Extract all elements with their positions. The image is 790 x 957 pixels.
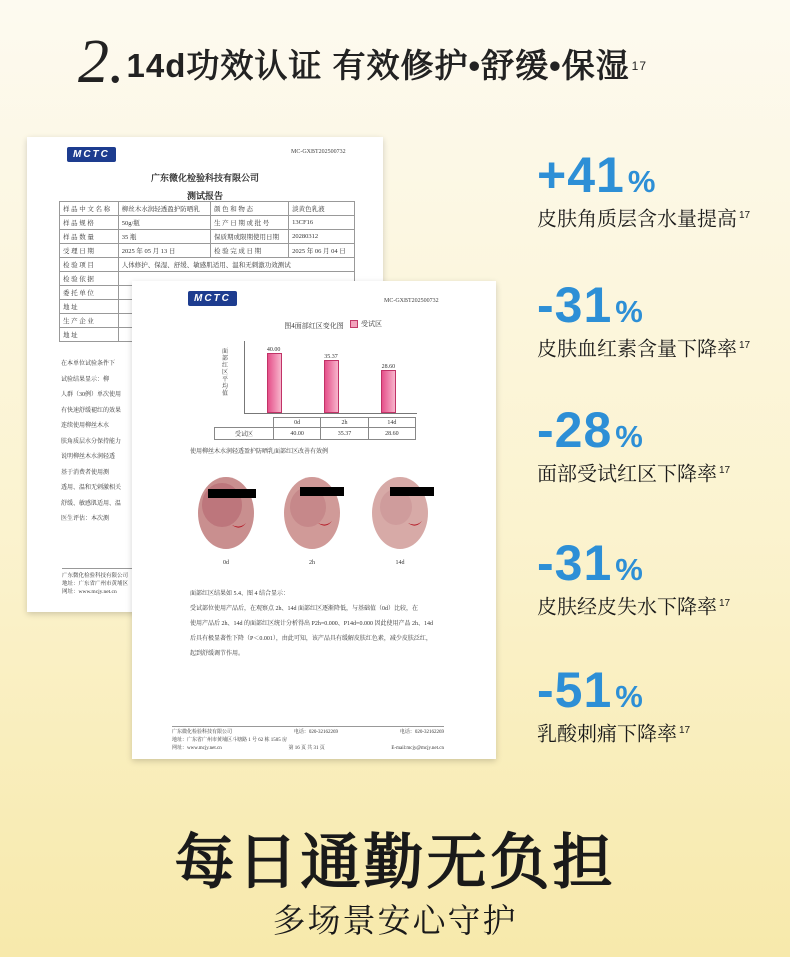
table-cell <box>215 418 274 428</box>
table-cell: 样 品 规 格 <box>60 216 119 230</box>
lab-logo: MCTC <box>188 291 237 306</box>
table-cell: 地 址 <box>60 300 119 314</box>
bar-value-label: 28.60 <box>381 363 396 370</box>
stat-value: -31 <box>537 277 613 333</box>
table-row <box>60 202 355 216</box>
bottom-subline: 多场景安心守护 <box>272 902 518 939</box>
stat-unit: % <box>615 294 643 329</box>
text-line: 后具有极显著性下降（P＜0.001），由此可知，该产品具有缓解皮肤红色素，减少皮肤泛红， <box>190 636 432 642</box>
text-line: 使用产品后 2h、14d 的面部红区统计分析得出 P2h=0.000、P14d=0.000 因此使用产品 2h、14d <box>190 621 433 627</box>
table-cell: 样 品 中 文 名 称 <box>60 202 119 216</box>
stat-label: 皮肤经皮失水下降率 <box>537 596 717 619</box>
footer-row <box>172 745 444 753</box>
footer-line: 电话：020-32162269 <box>293 730 338 735</box>
table-cell: 检 验 项 目 <box>60 258 119 272</box>
section-title-text <box>127 46 648 86</box>
section-title <box>78 22 647 96</box>
chart-data-table <box>214 417 416 440</box>
stat-value: -51 <box>537 662 613 718</box>
face-caption: 14d <box>395 560 405 566</box>
text-line: 在本单位试验条件下 <box>61 361 116 367</box>
table-row <box>60 258 355 272</box>
report-footer <box>172 726 444 753</box>
bottom-headline: 每日通勤无负担 <box>174 829 616 896</box>
table-row <box>60 216 355 230</box>
lab-company-name: 广东微化检验科技有限公司 <box>150 173 259 183</box>
chart-note: 使用柳丝木水润轻透盈护防晒乳面部红区改善有效例 <box>190 449 329 455</box>
stat-hydration <box>537 147 751 232</box>
face-caption: 0d <box>223 560 229 566</box>
stat-hemoglobin <box>537 277 751 362</box>
stat-footnote: 17 <box>739 340 751 351</box>
text-line: 人群（30例）单次使用 <box>61 392 122 398</box>
table-cell: 保质期或限期使用日期 <box>211 230 289 244</box>
table-row <box>215 428 416 440</box>
table-row <box>60 244 355 258</box>
stat-stinging <box>537 662 691 747</box>
text-line: 基于消费者使用测 <box>61 469 110 476</box>
stat-unit: % <box>627 164 656 199</box>
text-line: 有快速舒缓褪红的效果 <box>61 407 122 414</box>
bar-value-label: 35.37 <box>324 354 338 361</box>
report-title: 测试报告 <box>186 191 223 201</box>
report-number: MC-GXBT202500732 <box>384 298 439 304</box>
title-text: 14d功效认证 有效修护•舒缓•保湿 <box>126 47 630 84</box>
footer-line: 广东微化检验科技有限公司 <box>62 573 129 579</box>
text-line: 起到舒缓调节作用。 <box>190 651 245 657</box>
table-cell: 40.00 <box>273 428 320 440</box>
chart-legend <box>350 319 382 329</box>
table-cell: 2025 年 05 月 13 日 <box>118 244 210 258</box>
table-cell: 生 产 日 期 或 批 号 <box>211 216 289 230</box>
face-photo-0d <box>192 471 260 551</box>
table-cell: 2025 年 06 月 04 日 <box>289 244 355 258</box>
text-line: 透用、温和无刺激相关 <box>61 485 122 491</box>
face-caption: 2h <box>309 560 315 566</box>
table-row <box>215 418 416 428</box>
table-cell: 受 理 日 期 <box>60 244 119 258</box>
footer-line: 电话：020-32162269 <box>399 730 444 735</box>
stat-unit: % <box>615 419 643 454</box>
table-cell: 淡黄色乳液 <box>289 202 355 216</box>
bar-value-label: 40.00 <box>266 347 281 354</box>
footer-line: 网址：www.mcjy.net.cn <box>172 746 222 751</box>
lab-logo: MCTC <box>67 147 116 162</box>
result-paragraph <box>190 587 442 662</box>
report-number: MC-GXBT202500732 <box>291 149 346 155</box>
bar-chart <box>244 341 417 414</box>
table-cell: 28.60 <box>368 428 415 440</box>
footer-line: 地址：广东省广州市黄埔区斗塘路 1 号 62 栋 1505 房 <box>172 738 288 743</box>
text-line: 肤角质层水分保持能力 <box>61 438 122 445</box>
stat-footnote: 17 <box>719 598 731 609</box>
table-cell: 委 托 单 位 <box>60 286 119 300</box>
text-line: 受试部位使用产品后，在观察点 2h、14d 面部红区逐渐降低，与基础值（0d）比较，在 <box>190 606 419 612</box>
text-line: 连续使用柳丝木水 <box>61 423 110 429</box>
stat-redness <box>537 402 731 487</box>
table-cell: 14d <box>368 418 415 428</box>
table-cell: 0d <box>273 418 320 428</box>
table-cell: 50g/瓶 <box>118 216 210 230</box>
table-cell: 35.37 <box>321 428 368 440</box>
stat-label: 乳酸刺痛下降率 <box>537 723 677 746</box>
chart-bar <box>381 370 396 413</box>
table-cell: 受试区 <box>215 428 274 440</box>
text-line: 舒缓、敏感肌适用、温 <box>61 500 122 507</box>
chart-bar <box>324 360 339 413</box>
chart-title: 图4面部红区变化图 <box>284 322 344 330</box>
chart-y-label: 面部红区平均值 <box>222 349 229 397</box>
section-number: 2. <box>78 28 125 96</box>
test-report-page-2 <box>132 281 496 759</box>
table-row <box>60 230 355 244</box>
table-cell: 样 品 数 量 <box>60 230 119 244</box>
table-cell: 检 验 完 成 日 期 <box>211 244 289 258</box>
stat-value: -28 <box>537 402 613 458</box>
table-cell: 20280312 <box>289 230 355 244</box>
legend-swatch <box>350 320 358 328</box>
table-cell: 地 址 <box>60 328 119 342</box>
stat-value: +41 <box>537 147 625 203</box>
table-cell: 人体修护、保湿、舒缓、敏感肌适用、温和无刺激功效测试 <box>118 258 354 272</box>
stat-label: 面部受试红区下降率 <box>537 463 717 486</box>
title-footnote: 17 <box>631 59 647 73</box>
stat-value: -31 <box>537 535 613 591</box>
table-cell: 生 产 企 业 <box>60 314 119 328</box>
stat-footnote: 17 <box>719 465 731 476</box>
table-cell: 检 验 依 据 <box>60 272 119 286</box>
stat-unit: % <box>615 552 643 587</box>
legend-label: 受试区 <box>361 320 382 328</box>
footer-line: 网址：www.mcjy.net.cn <box>62 589 117 595</box>
footer-line: 广东微化检验科技有限公司 <box>172 730 233 735</box>
stat-footnote: 17 <box>739 210 751 221</box>
stat-label: 皮肤角质层含水量提高 <box>537 208 737 231</box>
face-photo-2h <box>278 471 346 551</box>
chart-bar <box>267 353 282 413</box>
stat-footnote: 17 <box>679 725 691 736</box>
table-cell: 颜 色 和 物 态 <box>211 202 289 216</box>
text-line: 面部红区结果如 5.4、图 4 结合显示： <box>190 591 290 597</box>
text-line: 试验结果显示：柳 <box>61 376 110 383</box>
face-photo-14d <box>366 471 434 551</box>
table-cell: 2h <box>321 418 368 428</box>
stat-tewl <box>537 535 731 620</box>
stat-label: 皮肤血红素含量下降率 <box>537 338 737 361</box>
footer-line: E-mail:mcjy@mcjy.net.cn <box>391 746 444 751</box>
table-cell: 13CF16 <box>289 216 355 230</box>
footer-row <box>172 729 444 737</box>
text-line: 医生评估：本次测 <box>61 516 110 522</box>
text-line: 说明柳丝木水润轻透 <box>61 454 116 460</box>
table-cell: 35 瓶 <box>118 230 210 244</box>
footer-line: 第 16 页 共 31 页 <box>288 746 325 751</box>
footer-line: 地址：广东省广州市黄埔区 <box>62 581 129 587</box>
stat-unit: % <box>615 679 643 714</box>
table-cell: 柳丝木水润轻透盈护防晒乳 <box>118 202 210 216</box>
